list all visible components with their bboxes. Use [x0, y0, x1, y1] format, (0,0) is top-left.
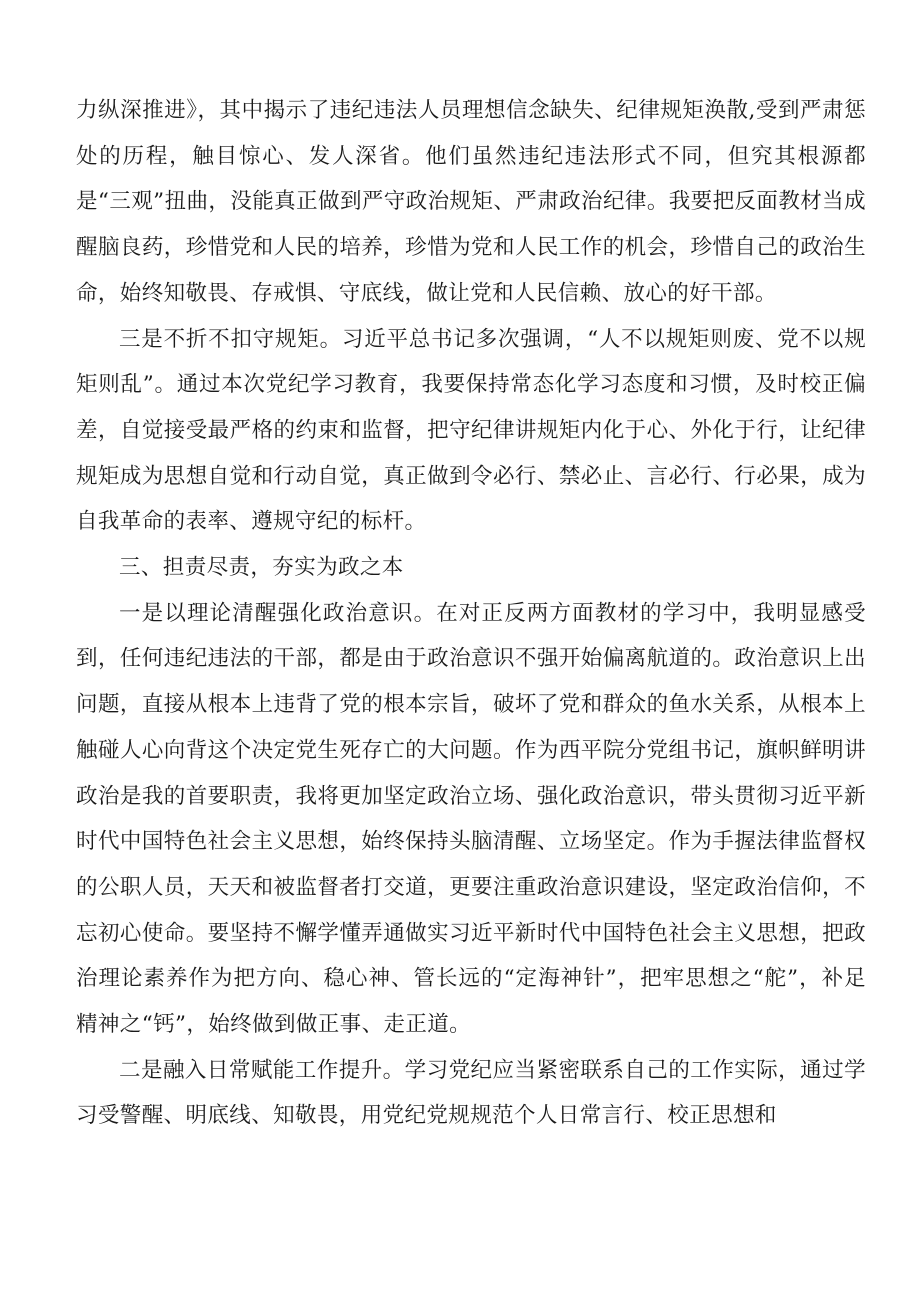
- document-page: [76, 88, 866, 1139]
- section-heading-3: 三、担责尽责，夯实为政之本: [119, 555, 404, 581]
- paragraph-4: 一是以理论清醒强化政治意识。在对正反两方面教材的学习中，我明显感受到，任何违纪违法的干部，都是由于政治意识不强开始偏离航道的。政治意识上出问题，直接从根本上违背了党的根本宗旨，破坏了党和群众的鱼水关系，从根本上触碰人心向背这个决定党生死存亡的大问题。作为西平院分党组书记，旗帜鲜明讲政治是我的首要职责，我将更加坚定政治立场、强化政治意识，带头贯彻习近平新时代中国特色社会主义思想，始终保持头脑清醒、立场坚定。作为手握法律监督权的公职人员，天天和被监督者打交道，更要注重政治意识建设，坚定政治信仰，不忘初心使命。要坚持不懈学懂弄通做实习近平新时代中国特色社会主义思想，把政治理论素养作为把方向、稳心神、管长远的“定海神针”，把牢思想之“舵”，补足精神之“钙”，始终做到做正事、走正道。: [76, 600, 866, 1038]
- paragraph-1: 力纵深推进》，其中揭示了违纪违法人员理想信念缺失、纪律规矩涣散,受到严肃惩处的历程，触目惊心、发人深省。他们虽然违纪违法形式不同，但究其根源都是“三观”扭曲，没能真正做到严守政治规矩、严肃政治纪律。我要把反面教材当成醒脑良药，珍惜党和人民的培养，珍惜为党和人民工作的机会，珍惜自己的政治生命，始终知敬畏、存戒惧、守底线，做让党和人民信赖、放心的好干部。: [76, 98, 866, 306]
- paragraph-2: 三是不折不扣守规矩。习近平总书记多次强调，“人不以规矩则废、党不以规矩则乱”。通过本次党纪学习教育，我要保持常态化学习态度和习惯，及时校正偏差，自觉接受最严格的约束和监督，把守纪律讲规矩内化于心、外化于行，让纪律规矩成为思想自觉和行动自觉，真正做到令必行、禁必止、言必行、行必果，成为自我革命的表率、遵规守纪的标杆。: [76, 326, 866, 535]
- paragraph-5: 二是融入日常赋能工作提升。学习党纪应当紧密联系自己的工作实际，通过学习受警醒、明底线、知敬畏，用党纪党规规范个人日常言行、校正思想和: [76, 1057, 866, 1129]
